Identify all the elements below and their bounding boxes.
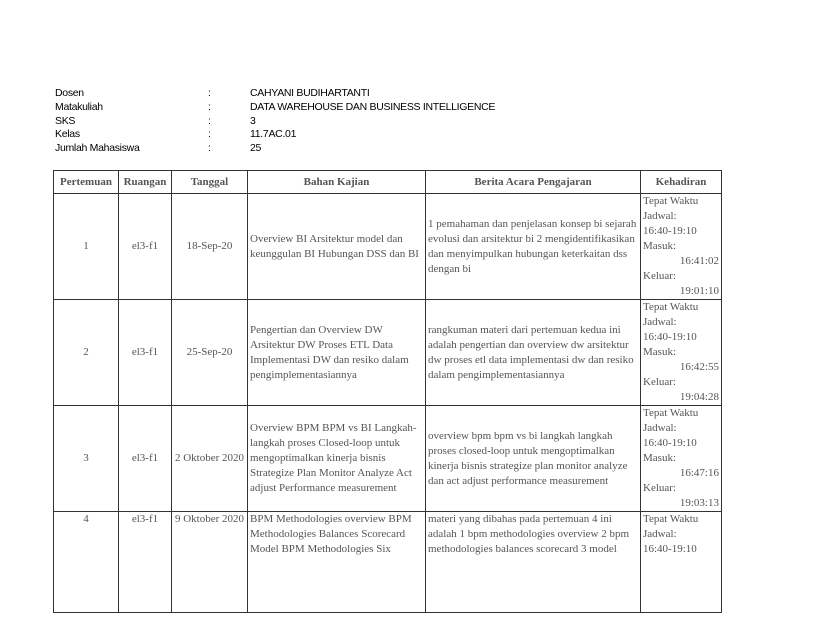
info-colon: :	[208, 128, 211, 141]
cell-berita-acara: rangkuman materi dari pertemuan kedua ini adalah pengertian dan overview dw arsitektur dw proses etl data implementasi dw dan resiko dalam pengimplementasiannya	[426, 300, 641, 406]
info-value: 11.7AC.01	[250, 128, 297, 141]
cell-tanggal: 2 Oktober 2020	[172, 406, 248, 512]
schedule-label: Jadwal:	[643, 316, 677, 328]
cell-bahan-kajian: Pengertian dan Overview DW Arsitektur DW Proses ETL Data Implementasi DW dan resiko dalam pengimplementasiannya	[248, 300, 426, 406]
info-label: SKS	[55, 114, 76, 127]
info-label: Jumlah Mahasiswa	[55, 142, 140, 155]
check-in-time: 16:42:55	[679, 361, 719, 373]
check-in-label: Masuk:	[643, 240, 676, 252]
cell-ruangan: el3-f1	[119, 512, 172, 613]
header-pertemuan: Pertemuan	[54, 171, 119, 194]
table-row	[54, 300, 722, 406]
check-out-label: Keluar:	[643, 376, 676, 388]
info-label: Kelas	[55, 128, 80, 141]
info-colon: :	[208, 142, 211, 155]
schedule-time: 16:40-19:10	[643, 543, 697, 555]
attendance-status: Tepat Waktu	[643, 195, 699, 207]
schedule-time: 16:40-19:10	[643, 437, 697, 449]
info-label: Dosen	[55, 87, 84, 99]
cell-tanggal: 25-Sep-20	[172, 300, 248, 406]
table-header-row	[54, 171, 722, 194]
cell-pertemuan: 2	[54, 300, 119, 406]
cell-ruangan: el3-f1	[119, 406, 172, 512]
check-out-label: Keluar:	[643, 270, 676, 282]
info-value: 25	[250, 142, 262, 155]
schedule-label: Jadwal:	[643, 422, 677, 434]
attendance-table-wrapper	[53, 170, 721, 555]
cell-pertemuan: 3	[54, 406, 119, 512]
cell-pertemuan: 4	[54, 512, 119, 613]
check-in-label: Masuk:	[643, 346, 676, 358]
cell-kehadiran	[641, 300, 722, 406]
header-berita-acara: Berita Acara Pengajaran	[426, 171, 641, 194]
cell-berita-acara: materi yang dibahas pada pertemuan 4 ini adalah 1 bpm methodologies overview 2 bpm methodologies balances scorecard 3 model	[426, 512, 641, 613]
check-out-time: 19:01:10	[679, 285, 719, 297]
schedule-time: 16:40-19:10	[643, 331, 697, 343]
attendance-status: Tepat Waktu	[643, 513, 699, 525]
check-out-time: 19:03:13	[679, 497, 719, 509]
attendance-status: Tepat Waktu	[643, 407, 699, 419]
cell-tanggal: 18-Sep-20	[172, 194, 248, 300]
cell-kehadiran	[641, 512, 722, 613]
table-row	[54, 406, 722, 512]
cell-berita-acara: 1 pemahaman dan penjelasan konsep bi sejarah evolusi dan arsitektur bi 2 mengidentifikasikan dan menyimpulkan hubungan keterkaitan dss dengan bi	[426, 194, 641, 300]
header-ruangan: Ruangan	[119, 171, 172, 194]
info-label: Matakuliah	[55, 100, 103, 113]
info-colon: :	[208, 114, 211, 127]
check-in-label: Masuk:	[643, 452, 676, 464]
info-value: CAHYANI BUDIHARTANTI	[250, 87, 370, 99]
cell-bahan-kajian: Overview BI Arsitektur model dan keunggulan BI Hubungan DSS dan BI	[248, 194, 426, 300]
header-tanggal: Tanggal	[172, 171, 248, 194]
check-in-time: 16:47:16	[679, 467, 719, 479]
info-colon: :	[208, 100, 211, 113]
schedule-time: 16:40-19:10	[643, 225, 697, 237]
cell-tanggal: 9 Oktober 2020	[172, 512, 248, 613]
header-kehadiran: Kehadiran	[641, 171, 722, 194]
cell-kehadiran	[641, 406, 722, 512]
info-value: 3	[250, 114, 256, 127]
info-value: DATA WAREHOUSE DAN BUSINESS INTELLIGENCE	[250, 100, 496, 113]
info-colon: :	[208, 87, 211, 99]
schedule-label: Jadwal:	[643, 210, 677, 222]
check-out-label: Keluar:	[643, 482, 676, 494]
cell-pertemuan: 1	[54, 194, 119, 300]
check-out-time: 19:04:28	[679, 391, 719, 403]
cell-bahan-kajian: Overview BPM BPM vs BI Langkah-langkah proses Closed-loop untuk mengoptimalkan kinerja bisnis Strategize Plan Monitor Analyze Act adjust Performance measurement	[248, 406, 426, 512]
check-in-time: 16:41:02	[679, 255, 719, 267]
attendance-status: Tepat Waktu	[643, 301, 699, 313]
cell-bahan-kajian: BPM Methodologies overview BPM Methodologies Balances Scorecard Model BPM Methodologies Six	[248, 512, 426, 613]
cell-berita-acara: overview bpm bpm vs bi langkah langkah proses closed-loop untuk mengoptimalkan kinerja bisnis strategize plan monitor analyze dan act adjust performance measurement	[426, 406, 641, 512]
table-row	[54, 194, 722, 300]
cell-kehadiran	[641, 194, 722, 300]
cell-ruangan: el3-f1	[119, 194, 172, 300]
table-row	[54, 512, 722, 613]
schedule-label: Jadwal:	[643, 528, 677, 540]
header-bahan-kajian: Bahan Kajian	[248, 171, 426, 194]
attendance-table	[53, 170, 722, 613]
cell-ruangan: el3-f1	[119, 300, 172, 406]
